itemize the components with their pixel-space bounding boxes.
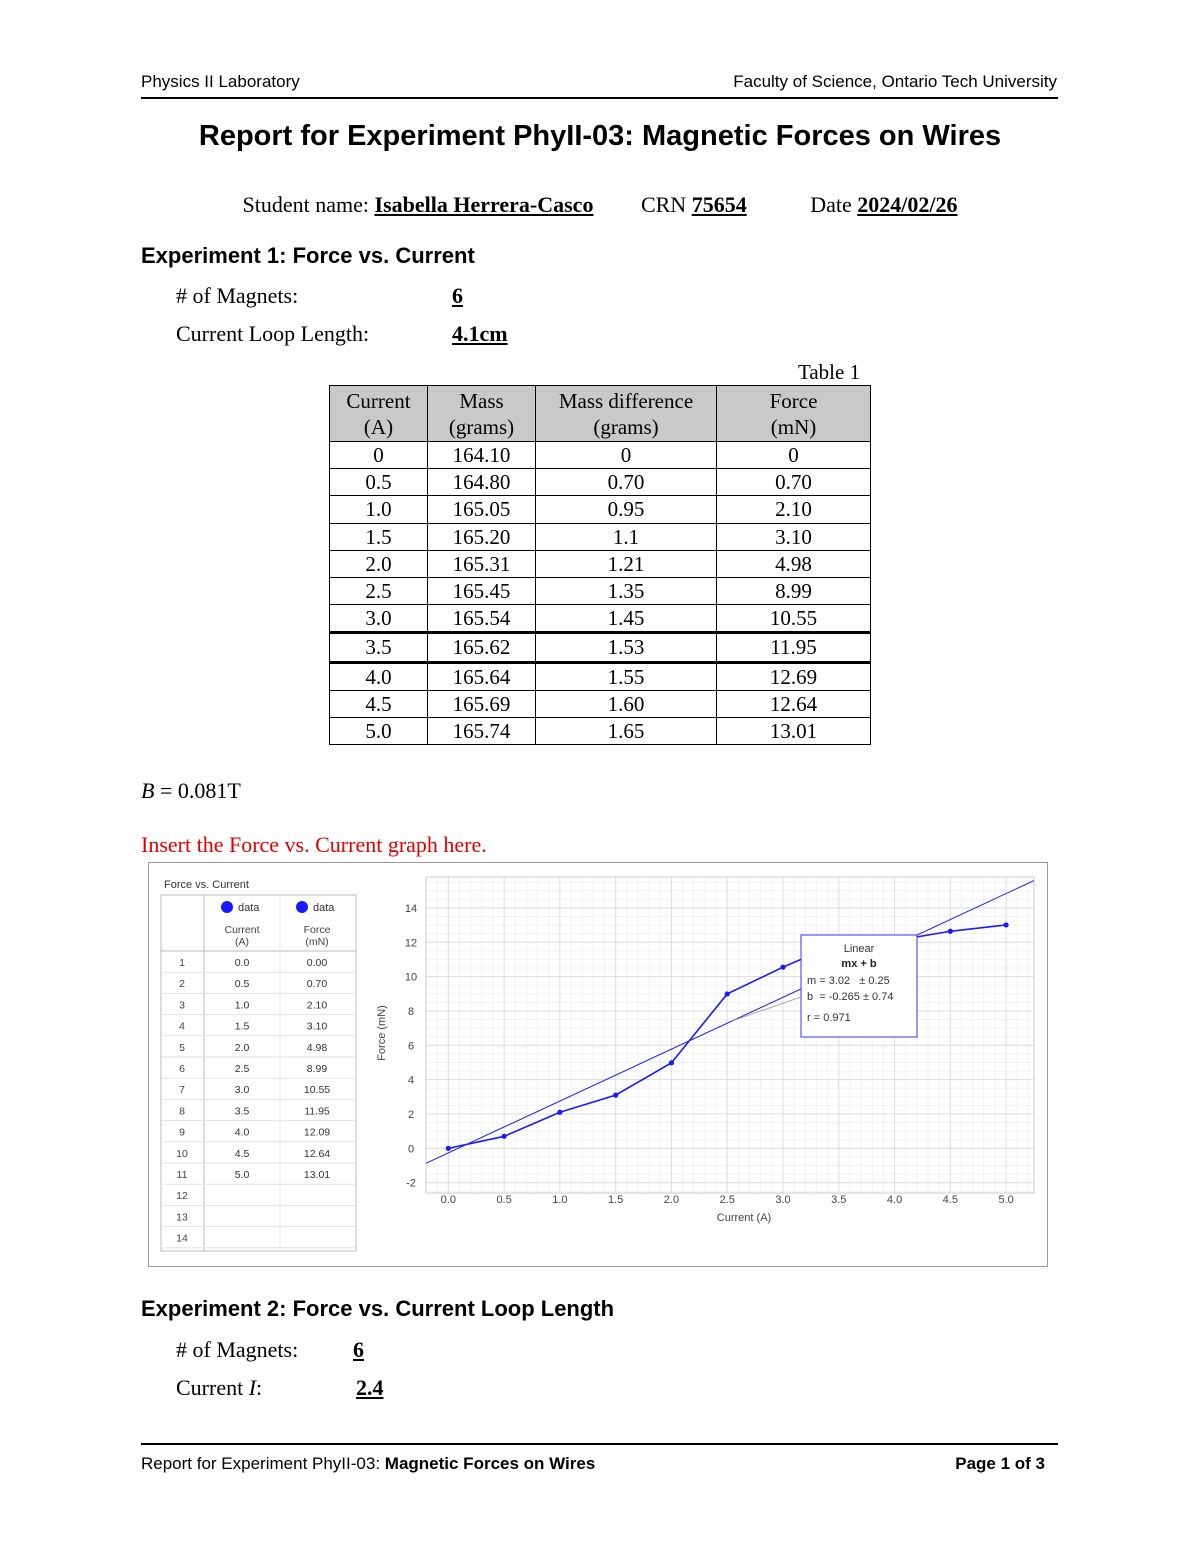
panel-cell-force: 2.10 (306, 999, 328, 1012)
exp2-current-row (176, 1375, 476, 1401)
crn-value: 75654 (691, 192, 747, 217)
y-tick-label: 12 (404, 937, 418, 950)
plot-background (367, 873, 1037, 1256)
panel-cell-force: 4.98 (306, 1041, 328, 1054)
legend-dot-2 (296, 901, 308, 913)
table-cell: 0.5 (330, 469, 428, 496)
data-point (669, 1060, 674, 1065)
table-cell: 3.10 (717, 523, 871, 550)
table-row (330, 690, 871, 717)
panel-cell-force: 11.95 (304, 1105, 330, 1118)
crn-label: CRN (640, 192, 687, 217)
panel-cell-force: 10.55 (303, 1084, 331, 1097)
fit-m: m = 3.02 ± 0.25 (807, 975, 890, 987)
insert-graph-note: Insert the Force vs. Current graph here. (141, 832, 487, 857)
graph-screenshot (148, 862, 1048, 1267)
table-cell: 3.0 (330, 605, 428, 633)
table-cell: 1.65 (536, 717, 717, 744)
panel-cell-force: 12.64 (303, 1147, 331, 1160)
table-row (330, 633, 871, 662)
panel-cell-force: 8.99 (306, 1063, 328, 1075)
data-table (329, 385, 871, 745)
panel-col1-unit: (A) (235, 936, 249, 948)
table-cell: 0 (536, 442, 717, 469)
panel-cell-force: 13.01 (303, 1169, 331, 1181)
table-cell: 165.31 (428, 550, 536, 577)
panel-cell-current: 5.0 (234, 1169, 250, 1181)
magnets-value: 6 (452, 283, 463, 308)
table-row (330, 469, 871, 496)
exp2-current-label: Current (176, 1375, 244, 1400)
report-title: Report for Experiment PhyII-03: Magnetic Forces on Wires (198, 120, 1002, 152)
y-axis-label: Force (mN) (376, 1005, 388, 1061)
table-cell: 11.95 (717, 633, 871, 662)
panel-cell-current: 4.0 (234, 1126, 250, 1139)
date-label: Date (810, 192, 852, 217)
table-cell: 1.21 (536, 550, 717, 577)
page-header-right: Faculty of Science, Ontario Tech University (733, 72, 1057, 91)
panel-row-number: 7 (179, 1084, 185, 1097)
panel-row-number: 8 (179, 1105, 185, 1118)
y-tick-label: 4 (407, 1074, 415, 1087)
table-row (330, 523, 871, 550)
y-tick-label: 2 (407, 1109, 415, 1121)
exp2-current-colon: : (256, 1375, 263, 1400)
table-caption: Table 1 (798, 360, 861, 384)
table-cell: 4.0 (330, 662, 428, 690)
table-row (330, 662, 871, 690)
legend-label-1: data (238, 902, 260, 914)
fit-title: Linear (843, 943, 875, 955)
fit-r: r = 0.971 (807, 1012, 851, 1024)
table-cell: 0.70 (717, 469, 871, 496)
table-header-row (330, 386, 871, 442)
x-tick-label: 0.0 (440, 1194, 456, 1206)
column-header: Current (A) (330, 386, 428, 442)
table-cell: 8.99 (717, 577, 871, 604)
exp1-loop-row (176, 321, 576, 347)
table-cell: 1.0 (330, 496, 428, 523)
x-tick-label: 4.0 (886, 1194, 903, 1206)
page-footer-left (141, 1454, 595, 1474)
panel-col1-header: Current (224, 924, 260, 936)
table-row (330, 605, 871, 633)
experiment-1-heading: Experiment 1: Force vs. Current (141, 243, 475, 268)
footer-bold: Magnetic Forces on Wires (384, 1454, 596, 1473)
panel-cell-current: 3.0 (234, 1084, 250, 1097)
table-row (330, 496, 871, 523)
table-cell: 165.20 (428, 523, 536, 550)
panel-cell-current: 4.5 (234, 1147, 250, 1160)
panel-row-number: 2 (179, 978, 185, 991)
x-tick-label: 2.5 (719, 1194, 735, 1206)
table-cell: 1.53 (536, 633, 717, 662)
data-point (446, 1146, 451, 1151)
x-tick-label: 5.0 (998, 1194, 1014, 1206)
panel-row-number: 10 (176, 1147, 188, 1160)
table-cell: 1.55 (536, 662, 717, 690)
data-point (557, 1110, 562, 1115)
loop-length-label: Current Loop Length: (176, 321, 370, 346)
table-row (330, 717, 871, 744)
exp2-current-value: 2.4 (356, 1375, 384, 1400)
b-variable: B (141, 778, 155, 803)
table-cell: 164.80 (428, 469, 536, 496)
x-tick-label: 3.0 (775, 1194, 791, 1206)
loop-length-value: 4.1cm (452, 321, 508, 346)
panel-row-number: 9 (179, 1126, 185, 1139)
table-cell: 165.64 (428, 662, 536, 690)
panel-row-number: 4 (179, 1020, 185, 1033)
table-cell: 165.45 (428, 577, 536, 604)
table-cell: 2.10 (717, 496, 871, 523)
student-meta (0, 192, 1200, 218)
table-cell: 2.5 (330, 577, 428, 604)
fit-formula: mx + b (841, 958, 877, 970)
table-cell: 165.62 (428, 633, 536, 662)
column-header: Mass difference (grams) (536, 386, 717, 442)
table-cell: 12.69 (717, 662, 871, 690)
panel-col2-header: Force (303, 924, 331, 936)
table-cell: 164.10 (428, 442, 536, 469)
panel-row-number: 12 (176, 1190, 188, 1203)
x-tick-label: 1.0 (552, 1194, 568, 1206)
panel-cell-force: 12.09 (303, 1126, 331, 1139)
x-tick-label: 3.5 (831, 1194, 847, 1206)
table-cell: 5.0 (330, 717, 428, 744)
x-tick-label: 2.0 (663, 1194, 680, 1206)
y-tick-label: 10 (404, 971, 418, 984)
panel-cell-force: 0.70 (306, 978, 328, 991)
student-name-label: Student name: (242, 192, 370, 217)
table-cell: 0.95 (536, 496, 717, 523)
exp1-magnets-row (176, 283, 576, 309)
exp2-magnets-row (176, 1337, 476, 1363)
header-rule (141, 97, 1058, 99)
x-axis-label: Current (A) (716, 1212, 772, 1224)
table-cell: 1.60 (536, 690, 717, 717)
panel-cell-force: 0.00 (306, 957, 328, 969)
table-row (330, 442, 871, 469)
table-cell: 10.55 (717, 605, 871, 633)
panel-cell-current: 2.5 (234, 1063, 250, 1075)
data-point (948, 929, 953, 934)
table-cell: 165.05 (428, 496, 536, 523)
data-point (1004, 922, 1009, 927)
y-tick-label: 6 (407, 1040, 415, 1053)
table-cell: 1.45 (536, 605, 717, 633)
panel-cell-current: 1.0 (234, 999, 250, 1012)
magnets-label: # of Magnets: (176, 283, 299, 308)
panel-row-number: 11 (176, 1169, 188, 1181)
panel-cell-current: 2.0 (234, 1041, 250, 1054)
fit-b: b = -0.265 ± 0.74 (807, 991, 894, 1003)
data-point (780, 965, 785, 970)
x-tick-label: 4.5 (942, 1194, 958, 1206)
legend-label-2: data (313, 902, 335, 914)
panel-row-number: 5 (179, 1041, 185, 1054)
table-cell: 4.5 (330, 690, 428, 717)
x-tick-label: 1.5 (608, 1194, 624, 1206)
panel-title: Force vs. Current (164, 879, 249, 891)
y-tick-label: 8 (407, 1005, 415, 1018)
panel-cell-current: 0.5 (234, 978, 250, 991)
table-cell: 0.70 (536, 469, 717, 496)
table-cell: 165.69 (428, 690, 536, 717)
graph-svg (149, 863, 1047, 1266)
data-point (501, 1134, 506, 1139)
panel-row-number: 6 (179, 1063, 185, 1075)
data-point (725, 991, 730, 996)
b-value: = 0.081T (159, 778, 241, 803)
panel-cell-current: 1.5 (234, 1020, 250, 1033)
footer-rule (141, 1443, 1058, 1445)
legend-dot-1 (221, 901, 233, 913)
panel-cell-current: 3.5 (234, 1105, 250, 1118)
exp2-current-variable: I (248, 1375, 257, 1400)
y-tick-label: 0 (407, 1143, 415, 1156)
table-cell: 1.35 (536, 577, 717, 604)
page-header-left: Physics II Laboratory (141, 72, 300, 91)
table-cell: 2.0 (330, 550, 428, 577)
y-tick-label: -2 (406, 1177, 416, 1190)
panel-row-number: 13 (176, 1211, 188, 1224)
table-cell: 3.5 (330, 633, 428, 662)
table-row (330, 550, 871, 577)
panel-cell-force: 3.10 (306, 1020, 328, 1033)
magnetic-field-result (141, 778, 241, 804)
footer-plain: Report for Experiment PhyII-03: (141, 1454, 385, 1473)
column-header: Force (mN) (717, 386, 871, 442)
table-cell: 1.1 (536, 523, 717, 550)
table-cell: 165.74 (428, 717, 536, 744)
panel-row-number: 3 (179, 999, 185, 1012)
panel-row-number: 1 (179, 957, 185, 969)
panel-row-number: 14 (176, 1232, 188, 1245)
experiment-2-heading: Experiment 2: Force vs. Current Loop Length (141, 1296, 615, 1321)
exp2-magnets-value: 6 (353, 1337, 364, 1362)
table-cell: 12.64 (717, 690, 871, 717)
table-cell: 13.01 (717, 717, 871, 744)
column-header: Mass (grams) (428, 386, 536, 442)
panel-col2-unit: (mN) (305, 936, 329, 948)
date-value: 2024/02/26 (857, 192, 958, 217)
table-cell: 0 (330, 442, 428, 469)
panel-cell-current: 0.0 (234, 957, 250, 969)
table-cell: 4.98 (717, 550, 871, 577)
exp2-magnets-label: # of Magnets: (176, 1337, 299, 1362)
table-cell: 165.54 (428, 605, 536, 633)
student-name: Isabella Herrera-Casco (374, 192, 594, 217)
table-cell: 1.5 (330, 523, 428, 550)
y-tick-label: 14 (404, 902, 418, 915)
x-tick-label: 0.5 (496, 1194, 512, 1206)
page-number: Page 1 of 3 (955, 1454, 1045, 1473)
table-cell: 0 (717, 442, 871, 469)
table-row (330, 577, 871, 604)
data-point (613, 1093, 618, 1098)
